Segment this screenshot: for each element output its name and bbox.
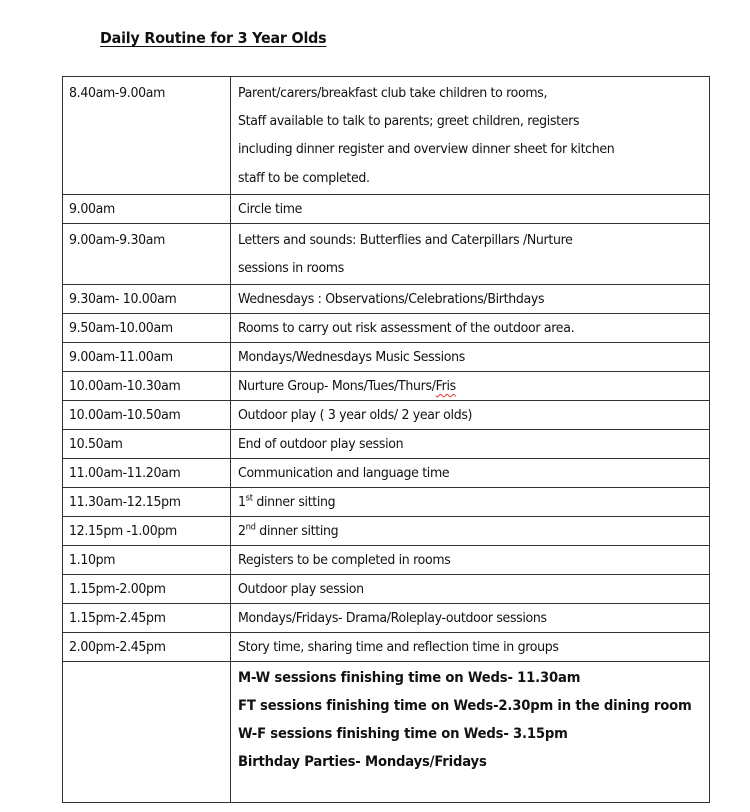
- table-row: [63, 430, 710, 459]
- activity-cell: Registers to be completed in rooms: [231, 546, 710, 575]
- table-row: [63, 517, 710, 546]
- table-row: [63, 194, 710, 223]
- time-cell: 11.00am-11.20am: [63, 459, 231, 488]
- time-cell: 10.50am: [63, 430, 231, 459]
- time-cell: 10.00am-10.30am: [63, 372, 231, 401]
- time-cell: 1.15pm-2.00pm: [63, 575, 231, 604]
- table-row: [63, 488, 710, 517]
- page-title: Daily Routine for 3 Year Olds: [100, 29, 327, 47]
- notes-cell: [231, 662, 710, 803]
- spellcheck-flagged-word: Fris: [435, 378, 456, 395]
- time-cell: 1.15pm-2.45pm: [63, 604, 231, 633]
- time-cell: 9.00am-11.00am: [63, 343, 231, 372]
- table-row: [63, 77, 710, 195]
- activity-cell: 1st dinner sitting: [231, 488, 710, 517]
- activity-cell: Parent/carers/breakfast club take children to rooms, Staff available to talk to parents; greet children, registers including dinner register and overview dinner sheet for kitchen staff to be completed.: [231, 77, 710, 195]
- time-cell: 1.10pm: [63, 546, 231, 575]
- activity-cell: Story time, sharing time and reflection time in groups: [231, 633, 710, 662]
- time-cell: 9.00am: [63, 194, 231, 223]
- time-cell: 9.00am-9.30am: [63, 223, 231, 284]
- table-row: [63, 314, 710, 343]
- time-cell: 9.50am-10.00am: [63, 314, 231, 343]
- activity-cell: Letters and sounds: Butterflies and Caterpillars /Nurture sessions in rooms: [231, 223, 710, 284]
- table-row: [63, 575, 710, 604]
- routine-table: [62, 76, 710, 803]
- table-row: [63, 285, 710, 314]
- activity-cell: End of outdoor play session: [231, 430, 710, 459]
- table-row: [63, 343, 710, 372]
- time-cell-empty: [63, 662, 231, 803]
- activity-cell: Outdoor play ( 3 year olds/ 2 year olds): [231, 401, 710, 430]
- activity-cell: Circle time: [231, 194, 710, 223]
- time-cell: 2.00pm-2.45pm: [63, 633, 231, 662]
- activity-cell: Communication and language time: [231, 459, 710, 488]
- time-cell: 11.30am-12.15pm: [63, 488, 231, 517]
- note-line: FT sessions finishing time on Weds-2.30pm in the dining room: [238, 698, 692, 715]
- activity-cell: [231, 372, 710, 401]
- table-row: [63, 223, 710, 284]
- activity-cell: Mondays/Wednesdays Music Sessions: [231, 343, 710, 372]
- table-row: [63, 401, 710, 430]
- table-row: [63, 459, 710, 488]
- table-row-notes: [63, 662, 710, 803]
- activity-text: Nurture Group- Mons/Tues/Thurs/: [238, 378, 436, 395]
- activity-cell: Rooms to carry out risk assessment of the outdoor area.: [231, 314, 710, 343]
- activity-cell: 2nd dinner sitting: [231, 517, 710, 546]
- time-cell: 10.00am-10.50am: [63, 401, 231, 430]
- table-row: [63, 372, 710, 401]
- activity-cell: Wednesdays : Observations/Celebrations/Birthdays: [231, 285, 710, 314]
- table-row: [63, 633, 710, 662]
- table-row: [63, 604, 710, 633]
- note-line: W-F sessions finishing time on Weds- 3.15pm: [238, 726, 568, 743]
- activity-cell: Mondays/Fridays- Drama/Roleplay-outdoor sessions: [231, 604, 710, 633]
- activity-cell: Outdoor play session: [231, 575, 710, 604]
- note-line: M-W sessions finishing time on Weds- 11.30am: [238, 670, 581, 687]
- note-line: Birthday Parties- Mondays/Fridays: [238, 754, 487, 771]
- table-row: [63, 546, 710, 575]
- time-cell: 9.30am- 10.00am: [63, 285, 231, 314]
- time-cell: 12.15pm -1.00pm: [63, 517, 231, 546]
- time-cell: 8.40am-9.00am: [63, 77, 231, 195]
